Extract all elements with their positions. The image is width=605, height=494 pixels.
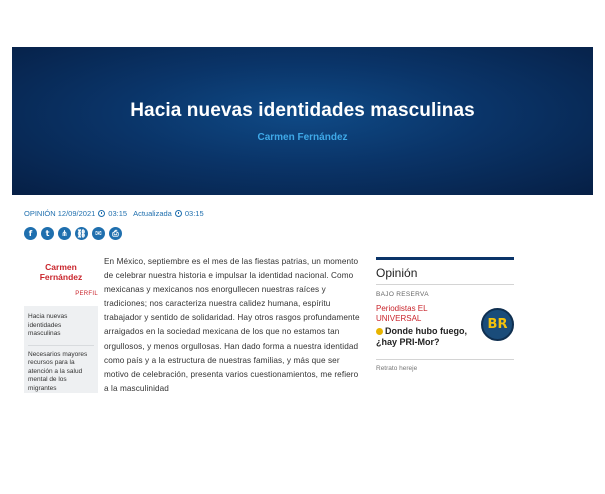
twitter-icon[interactable]: t <box>41 227 54 240</box>
bajo-reserva-logo[interactable] <box>481 308 514 341</box>
author-name-link[interactable]: Carmen Fernández <box>39 262 83 282</box>
email-icon[interactable]: ✉ <box>92 227 105 240</box>
print-icon[interactable]: ⎙ <box>109 227 122 240</box>
related-article-link[interactable]: Hacia nuevas identidades masculinas <box>28 313 94 346</box>
author-sidebar <box>24 262 98 393</box>
opinion-headline-link[interactable] <box>376 326 471 348</box>
related-article-link[interactable]: Necesarios mayores recursos para la atención a la salud mental de los migrantes <box>28 351 94 394</box>
share-icon[interactable]: ⋔ <box>58 227 71 240</box>
author-profile-link[interactable]: PERFIL <box>75 291 98 297</box>
opinion-section-label: BAJO RESERVA <box>376 291 429 298</box>
published-time: 03:15 <box>108 209 128 218</box>
facebook-icon[interactable]: f <box>24 227 37 240</box>
opinion-headline-text: Donde hubo fuego, ¿hay PRI-Mor? <box>376 326 467 347</box>
article-body: En México, septiembre es el mes de las fiestas patrias, un momento de celebrar nuestra historia e impulsar la identidad nacional. Como mexicanas y mexicanos nos enorgullecen nuestras raíces y tradiciones; nos caracteriza nuestra calidez humana, espíritu trabajador y sentido de solidaridad. Hay otros rasgos profundamente arraigados en la sociedad mexicana de los que no estamos tan orgullosos, y menos orgullosas. Han dado forma a nuestra identidad como país y a la estructura de nuestras familias, y más que ser motivo de celebración, presenta varios cuestionamientos, me refiero a la masculinidad <box>104 257 360 393</box>
opinion-source-link[interactable]: Periodistas EL UNIVERSAL <box>376 304 428 323</box>
opinion-next-link[interactable]: Retrato hereje <box>376 365 418 372</box>
link-icon[interactable]: ⛓ <box>76 229 87 238</box>
opinion-item[interactable] <box>376 304 514 348</box>
clock-icon <box>98 210 105 217</box>
hero-author-link[interactable]: Carmen Fernández <box>257 132 348 143</box>
share-bar <box>24 227 122 240</box>
clock-icon <box>175 210 182 217</box>
opinion-heading: Opinión <box>376 266 514 285</box>
opinion-widget <box>376 257 514 372</box>
article-meta <box>24 209 204 218</box>
section-date: OPINIÓN 12/09/2021 <box>24 209 96 218</box>
opinion-top-bar <box>376 257 514 260</box>
logo-text: BR <box>487 317 508 332</box>
article-hero <box>12 47 593 195</box>
opinion-divider <box>376 359 514 360</box>
related-articles <box>24 306 98 393</box>
updated-label: Actualizada <box>133 209 172 218</box>
updated-time: 03:15 <box>184 209 204 218</box>
article-title: Hacia nuevas identidades masculinas <box>130 100 475 121</box>
bullet-icon <box>376 328 383 335</box>
